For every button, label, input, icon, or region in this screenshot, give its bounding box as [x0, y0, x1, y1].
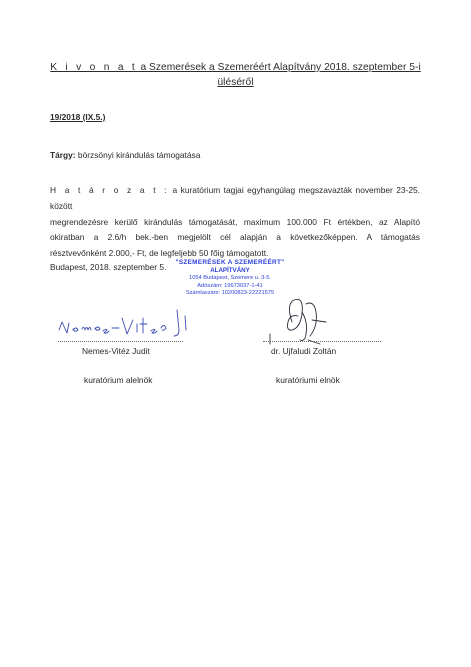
title-kivonat: K i v o n a t [50, 62, 138, 73]
title-rest: a Szemerések a Szemeréért Alapítvány 2018. szeptember 5-i [137, 62, 421, 73]
stamp-line-2: ALAPÍTVÁNY [210, 267, 250, 274]
resolution-line-1: H a t á r o z a t : a kuratórium tagjai egyhangúlag megszavazták november 23-25. között [50, 185, 420, 211]
date-line: Budapest, 2018. szeptember 5. [50, 262, 167, 272]
signatory-left-role: kuratórium alelnök [84, 375, 153, 385]
stamp-line-1: "SZEMERÉSEK A SZEMERÉÉRT" [175, 259, 285, 266]
signatory-right-role: kuratóriumi elnök [276, 375, 340, 385]
resolution-number: 19/2018 (IX.5.) [50, 112, 106, 122]
title-line2: üléséről [217, 77, 254, 88]
signature-right [262, 292, 372, 352]
subject-line [50, 150, 200, 160]
signatory-left-name: Nemes-Vitéz Judit [82, 346, 150, 356]
signature-left [55, 300, 205, 345]
resolution-line-3: okiratban a 2.6/h bek.-ben megjelölt cél alapján a következőképpen. A támogatás [50, 232, 420, 243]
resolution-text [50, 183, 420, 262]
subject-text: börzsönyi kirándulás támogatása [75, 150, 201, 160]
signatory-right-name: dr. Ujfaludi Zoltán [271, 346, 337, 356]
resolution-line-4: résztvevőnként 2.000,- Ft, de legfeljebb 50 főig támogatott. [50, 248, 269, 259]
signature-line-left [58, 341, 183, 342]
resolution-line-2: megrendezésre kerülő kirándulás támogatását, maximum 100.000 Ft értékben, az Alapító [50, 216, 420, 227]
stamp-line-4: Adószám: 19673037-1-41 [197, 282, 263, 289]
document-title [50, 60, 421, 90]
stamp-line-5: Számlaszám: 10200823-22221575 [185, 290, 275, 297]
resolution-label: H a t á r o z a t : [50, 185, 170, 195]
subject-label: Tárgy: [50, 150, 76, 160]
stamp-line-3: 1054 Budapest, Szemere u. 3-5. [189, 275, 271, 281]
signature-line-right [263, 341, 381, 342]
